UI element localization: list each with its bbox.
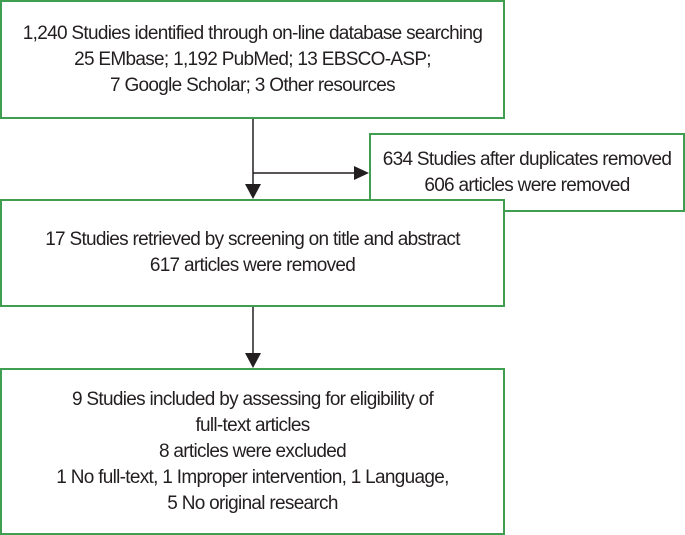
arrow-head-included: [245, 353, 261, 368]
included-box: [0, 368, 505, 535]
screening-box: [0, 199, 505, 307]
included-line: full-text articles: [195, 414, 310, 436]
included-line: 8 articles were excluded: [158, 440, 347, 462]
arrow-head-screening: [245, 184, 261, 199]
included-line: 5 No original research: [167, 492, 338, 514]
duplicates-line: 634 Studies after duplicates removed: [382, 148, 672, 170]
screening-line: 617 articles were removed: [149, 255, 356, 276]
identified-line: 7 Google Scholar; 3 Other resources: [110, 74, 395, 96]
identified-box: [0, 0, 505, 119]
identified-line: 1,240 Studies identified through on-line database searching: [22, 22, 483, 44]
arrow-head-duplicates: [354, 166, 369, 180]
duplicates-line: 606 articles were removed: [424, 174, 630, 196]
included-line: 9 Studies included by assessing for eligibility of: [71, 388, 434, 410]
screening-line: 17 Studies retrieved by screening on title and abstract: [45, 229, 460, 250]
included-line: 1 No full-text, 1 Improper intervention, 1 Language,: [56, 466, 449, 488]
identified-line: 25 EMbase; 1,192 PubMed; 13 EBSCO-ASP;: [74, 48, 431, 70]
